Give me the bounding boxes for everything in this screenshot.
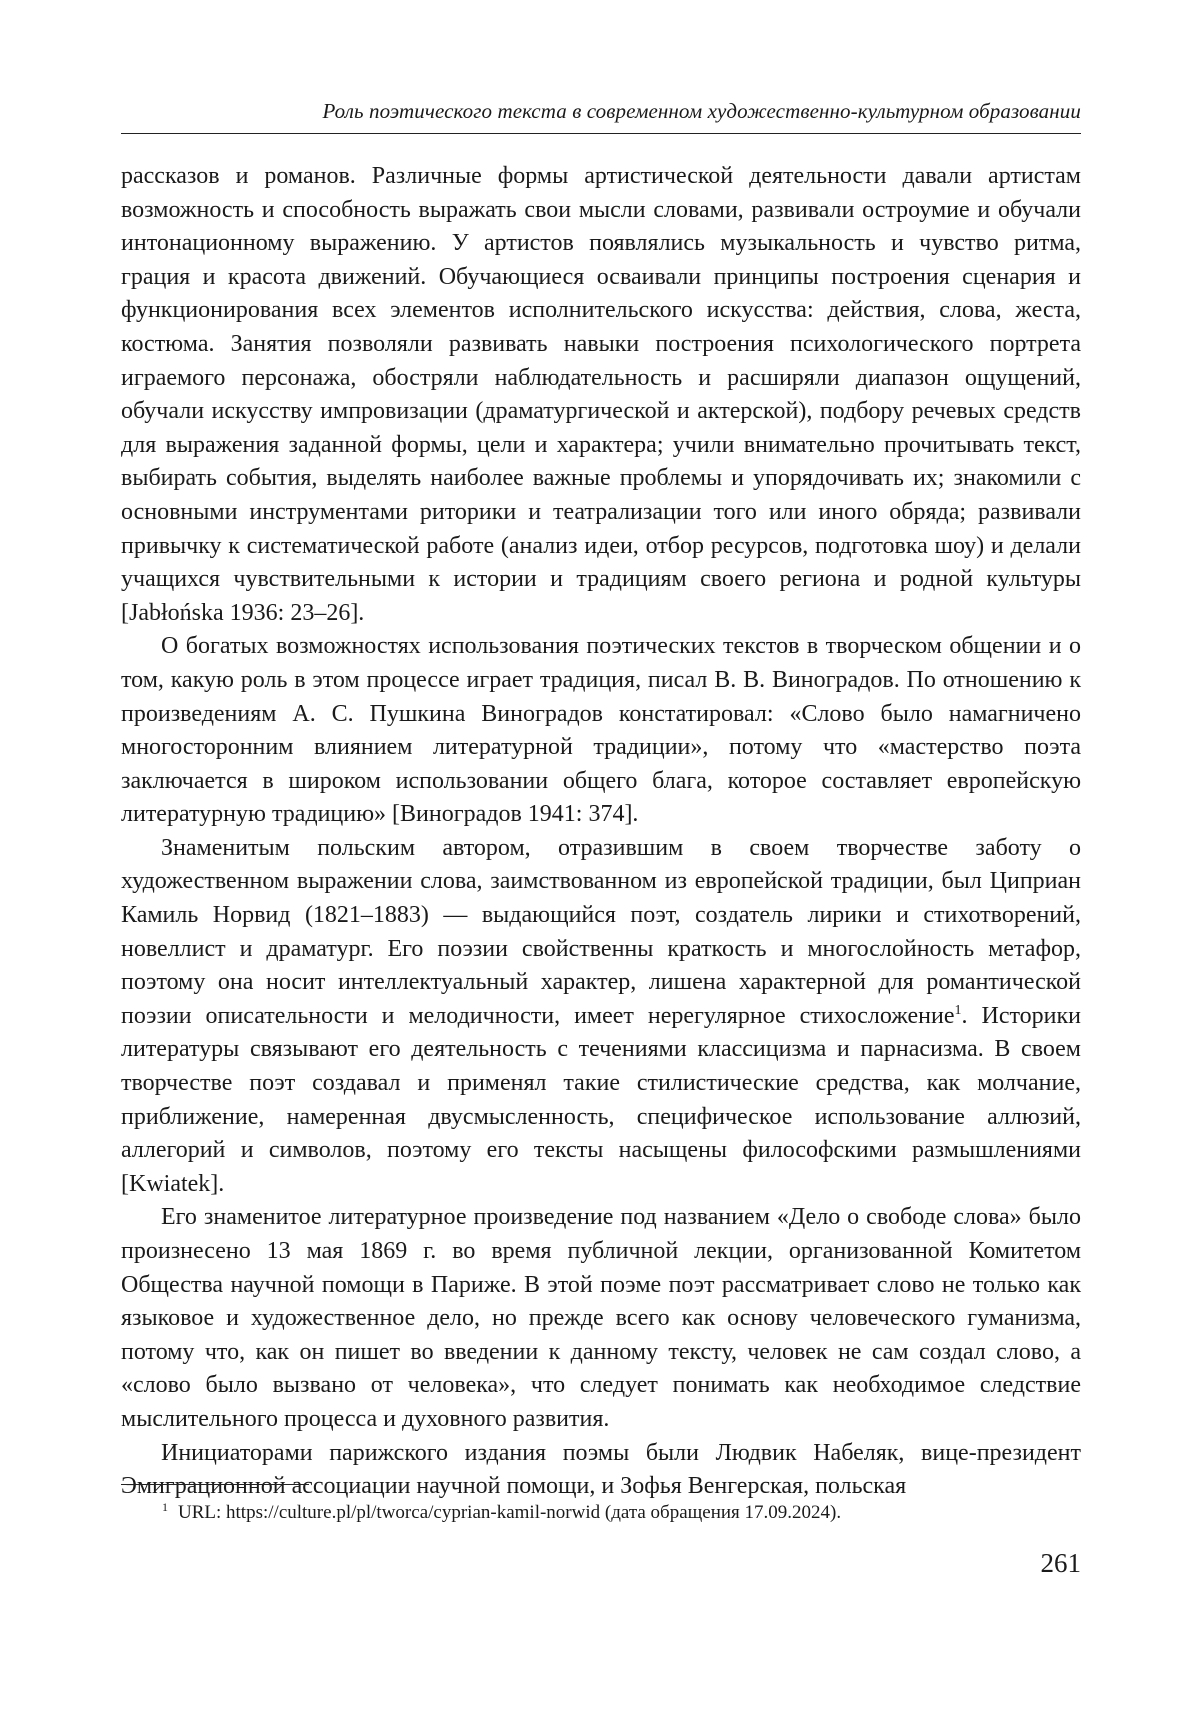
- paragraph-delo-o-svobode: Его знаменитое литературное произведение под названием «Дело о свободе слова» было произнесено 13 мая 1869 г. во время публичной лекции, организованной Комитетом Общества научной помощи в Париже. В этой поэме поэт рассматривает слово не только как языковое и художественное дело, но прежде всего как основу человеческого гуманизма, потому что, как он пишет во введении к данному тексту, человек не сам создал слово, а «слово было вызвано от человека», что следует понимать как необходимое следствие мыслительного процесса и духовного развития.: [121, 1204, 1081, 1432]
- running-header: Роль поэтического текста в современном художественно-культурном образовании: [322, 99, 1081, 123]
- footnote: [162, 1500, 1082, 1526]
- footnote-number: 1: [162, 1499, 168, 1514]
- paragraph-continuation: рассказов и романов. Различные формы артистической деятельности давали артистам возможность и способность выражать свои мысли словами, развивали остроумие и обучали интонационному выражению. У артистов появлялись музыкальность и чувство ритма, грация и красота движений. Обучающиеся осваивали принципы построения сценария и функционирования всех элементов исполнительского искусства: действия, слова, жеста, костюма. Занятия позволяли развивать навыки построения психологического портрета играемого персонажа, обостряли наблюдательность и расширяли диапазон ощущений, обучали искусству импровизации (драматургической и актерской), подбору речевых средств для выражения заданной формы, цели и характера; учили внимательно прочитывать текст, выбирать события, выделять наиболее важные проблемы и упорядочивать их; знакомили с основными инструментами риторики и театрализации того или иного обряда; развивали привычку к систематической работе (анализ идеи, отбор ресурсов, подготовка шоу) и делали учащихся чувствительными к истории и традициям своего региона и родной культуры [Jabłońska 1936: 23–26].: [121, 163, 1081, 626]
- paragraph-norwid-text-1: Знаменитым польским автором, отразившим в своем творчестве заботу о художественном выражении слова, заимствованном из европейской традиции, был Циприан Камиль Норвид (1821–1883) — выдающийся поэт, создатель лирики и стихотворений, новеллист и драматург. Его поэзии свойственны краткость и многослойность метафор, поэтому она носит интеллектуальный характер, лишена характерной для романтической поэзии описательности и мелодичности, имеет нерегулярное стихосложение: [121, 834, 1081, 1029]
- body-text: [121, 160, 1081, 1504]
- header-rule: [121, 133, 1081, 134]
- paragraph-initiators: Инициаторами парижского издания поэмы были Людвик Набеляк, вице-президент Эмиграционной ассоциации научной помощи, и Зофья Венгерская, польская: [121, 1439, 1081, 1500]
- paragraph-norwid: [121, 832, 1081, 1202]
- footnote-text: URL: https://culture.pl/pl/tworca/cyprian-kamil-norwid (дата обращения 17.09.2024).: [178, 1502, 842, 1523]
- footnote-reference: 1: [954, 1002, 962, 1018]
- footnote-rule: [121, 1484, 309, 1485]
- paragraph-vinogradov: О богатых возможностях использования поэтических текстов в творческом общении и о том, какую роль в этом процессе играет традиция, писал В. В. Виноградов. По отношению к произведениям А. С. Пушкина Виноградов констатировал: «Слово было намагничено многосторонним влиянием литературной традиции», потому что «мастерство поэта заключается в широком использовании общего блага, которое составляет европейскую литературную традицию» [Виноградов 1941: 374].: [121, 633, 1081, 828]
- page-number: 261: [1040, 1548, 1081, 1578]
- paragraph-norwid-text-2: . Историки литературы связывают его деятельность с течениями классицизма и парнасизма. В своем творчестве поэт создавал и применял такие стилистические средства, как молчание, приближение, намеренная двусмысленность, специфическое использование аллюзий, аллегорий и символов, поэтому его тексты насыщены философскими размышлениями [Kwiatek].: [121, 1002, 1081, 1197]
